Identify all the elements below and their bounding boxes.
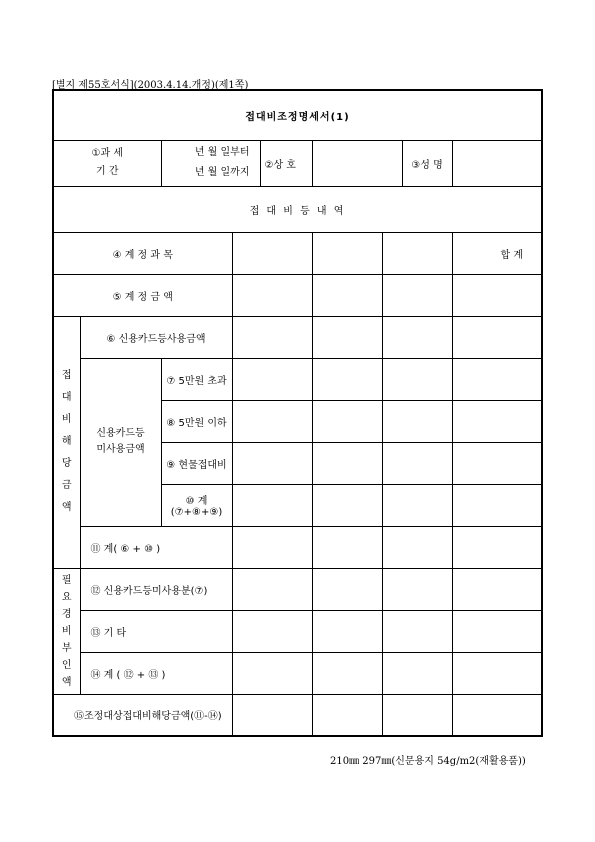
total-11-cell-total[interactable] bbox=[452, 526, 542, 568]
non-card-cell-3[interactable] bbox=[382, 568, 452, 610]
total-14-cell-total[interactable] bbox=[452, 652, 542, 694]
account-cell-3[interactable] bbox=[382, 232, 452, 274]
adjusted-cell-total[interactable] bbox=[452, 694, 542, 736]
form-number-note: [별지 제55호서식](2003.4.14.개정)(제1쪽) bbox=[52, 80, 249, 91]
account-label: ④ 계 정 과 목 bbox=[53, 232, 232, 274]
total-11-cell-3[interactable] bbox=[382, 526, 452, 568]
other-cell-3[interactable] bbox=[382, 610, 452, 652]
amount-label: ⑤ 계 정 금 액 bbox=[53, 274, 232, 316]
entertainment-side-text: 접 대 비 해 당 금 액 bbox=[61, 370, 72, 513]
entertainment-expense-form bbox=[52, 89, 543, 737]
under-50k-cell-3[interactable] bbox=[382, 400, 452, 442]
total-14-cell-1[interactable] bbox=[232, 652, 312, 694]
period-label bbox=[53, 140, 161, 186]
card-unused-label bbox=[80, 358, 161, 526]
over-50k-cell-2[interactable] bbox=[312, 358, 382, 400]
card-used-label: ⑥ 신용카드등사용금액 bbox=[80, 316, 232, 358]
account-cell-2[interactable] bbox=[312, 232, 382, 274]
under-50k-cell-total[interactable] bbox=[452, 400, 542, 442]
subtotal-label: ⑩ 계(⑦+⑧+⑨) bbox=[161, 484, 232, 526]
subtotal-cell-3[interactable] bbox=[382, 484, 452, 526]
amount-cell-2[interactable] bbox=[312, 274, 382, 316]
adjusted-cell-3[interactable] bbox=[382, 694, 452, 736]
card-used-cell-3[interactable] bbox=[382, 316, 452, 358]
other-cell-total[interactable] bbox=[452, 610, 542, 652]
subtotal-cell-total[interactable] bbox=[452, 484, 542, 526]
other-cell-1[interactable] bbox=[232, 610, 312, 652]
cash-cell-3[interactable] bbox=[382, 442, 452, 484]
period-start: 년 월 일부터 bbox=[194, 147, 250, 158]
over-50k-cell-3[interactable] bbox=[382, 358, 452, 400]
card-used-cell-1[interactable] bbox=[232, 316, 312, 358]
over-50k-label: ⑦ 5만원 초과 bbox=[161, 358, 232, 400]
period-label-line-2: 기 간 bbox=[96, 166, 119, 177]
total-14-cell-2[interactable] bbox=[312, 652, 382, 694]
cash-cell-total[interactable] bbox=[452, 442, 542, 484]
period-end: 년 월 일까지 bbox=[194, 167, 250, 178]
over-50k-cell-total[interactable] bbox=[452, 358, 542, 400]
amount-cell-total[interactable] bbox=[452, 274, 542, 316]
adjusted-cell-1[interactable] bbox=[232, 694, 312, 736]
non-card-cell-2[interactable] bbox=[312, 568, 382, 610]
under-50k-cell-2[interactable] bbox=[312, 400, 382, 442]
over-50k-cell-1[interactable] bbox=[232, 358, 312, 400]
cash-cell-2[interactable] bbox=[312, 442, 382, 484]
other-cell-2[interactable] bbox=[312, 610, 382, 652]
non-card-cell-1[interactable] bbox=[232, 568, 312, 610]
adjusted-label: ⑮조정대상접대비해당금액(⑪-⑭) bbox=[53, 694, 232, 736]
under-50k-cell-1[interactable] bbox=[232, 400, 312, 442]
company-field[interactable] bbox=[312, 140, 402, 186]
disallowed-side-text: 필 요 경 비 부 인 액 bbox=[61, 574, 72, 688]
total-11-cell-1[interactable] bbox=[232, 526, 312, 568]
company-label: ②상 호 bbox=[260, 140, 312, 186]
subtotal-cell-2[interactable] bbox=[312, 484, 382, 526]
card-used-cell-2[interactable] bbox=[312, 316, 382, 358]
adjusted-cell-2[interactable] bbox=[312, 694, 382, 736]
total-14-cell-3[interactable] bbox=[382, 652, 452, 694]
form-title: 접대비조정명세서(1) bbox=[53, 90, 542, 140]
other-label: ⑬ 기 타 bbox=[80, 610, 232, 652]
amount-cell-3[interactable] bbox=[382, 274, 452, 316]
period-label-line-1: ①과 세 bbox=[91, 148, 123, 159]
card-used-cell-total[interactable] bbox=[452, 316, 542, 358]
disallowed-side-label bbox=[53, 568, 80, 694]
account-total-label: 합 계 bbox=[452, 232, 542, 274]
under-50k-label: ⑧ 5만원 이하 bbox=[161, 400, 232, 442]
total-11-label: ⑪ 계( ⑥ + ⑩ ) bbox=[80, 526, 232, 568]
cash-cell-1[interactable] bbox=[232, 442, 312, 484]
paper-spec-note: 210㎜ 297㎜(신문용지 54g/m2(재활용품)) bbox=[330, 756, 526, 767]
cash-label: ⑨ 현물접대비 bbox=[161, 442, 232, 484]
non-card-cell-total[interactable] bbox=[452, 568, 542, 610]
section-title: 접 대 비 등 내 역 bbox=[53, 186, 542, 232]
total-14-label: ⑭ 계 ( ⑫ + ⑬ ) bbox=[80, 652, 232, 694]
total-11-cell-2[interactable] bbox=[312, 526, 382, 568]
name-field[interactable] bbox=[452, 140, 542, 186]
entertainment-side-label bbox=[53, 316, 80, 568]
subtotal-cell-1[interactable] bbox=[232, 484, 312, 526]
amount-cell-1[interactable] bbox=[232, 274, 312, 316]
name-label: ③성 명 bbox=[402, 140, 452, 186]
card-unused-text: 신용카드등 미사용금액 bbox=[96, 428, 145, 455]
account-cell-1[interactable] bbox=[232, 232, 312, 274]
period-field[interactable] bbox=[161, 140, 260, 186]
non-card-label: ⑫ 신용카드등미사용분(⑦) bbox=[80, 568, 232, 610]
